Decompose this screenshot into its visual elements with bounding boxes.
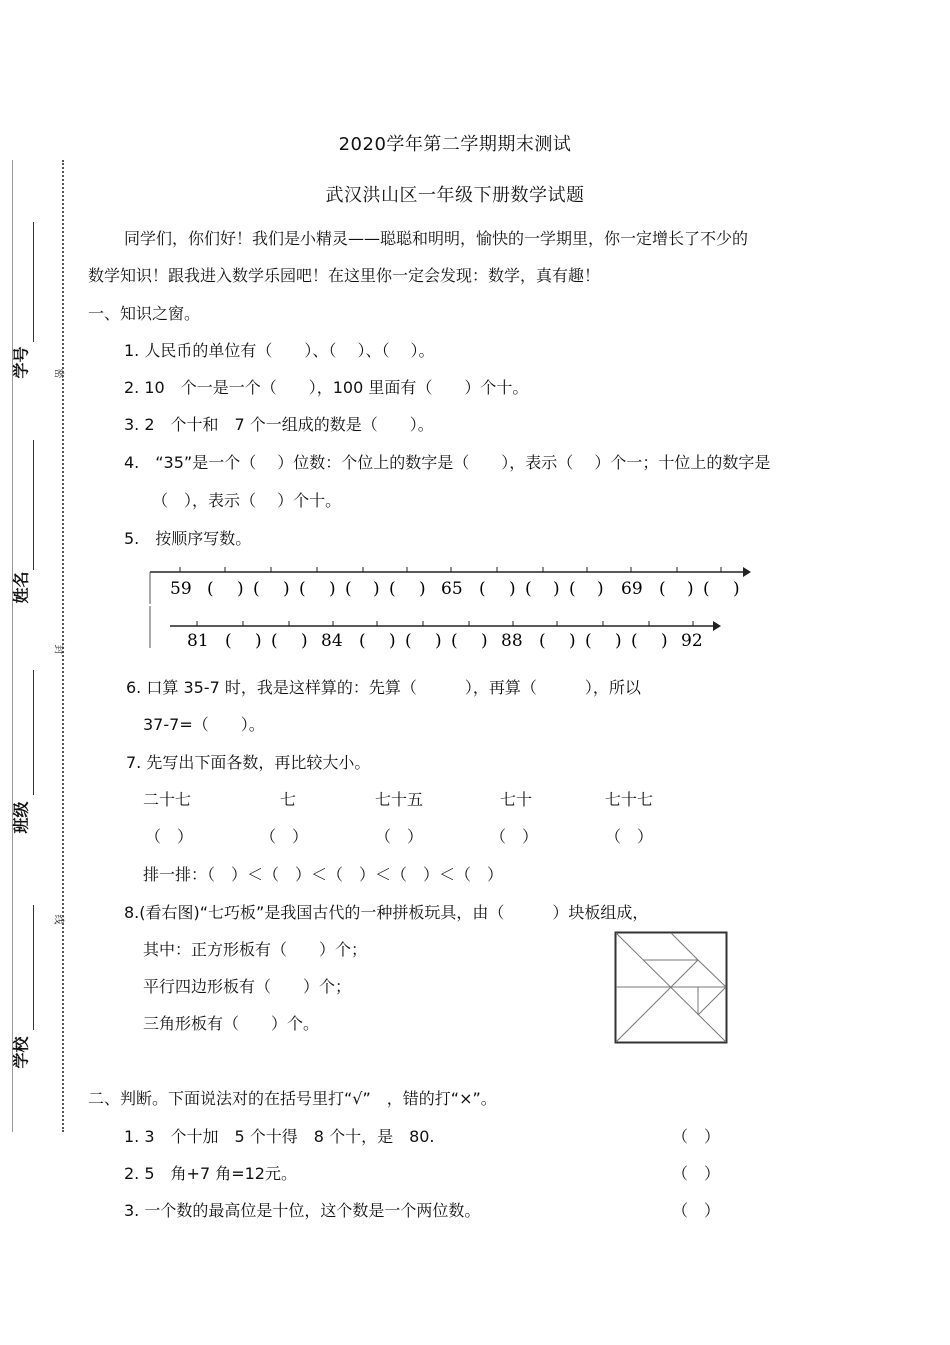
question-8-line-3: 平行四边形板有（ ）个；: [143, 977, 352, 996]
student-id-underline: [33, 222, 34, 342]
student-id-label: 学号: [11, 346, 31, 379]
q7-word: 七十五: [375, 790, 424, 809]
nl1-label: ): [329, 579, 336, 599]
nl2-label: ): [481, 631, 488, 651]
q7-word: 七: [280, 790, 297, 809]
page-subtitle: 武汉洪山区一年级下册数学试题: [325, 185, 585, 206]
nl2-label: (: [271, 631, 278, 651]
nl2-label: (: [359, 631, 366, 651]
nl2-label: ): [435, 631, 442, 651]
nl2-label: ): [389, 631, 396, 651]
q7-answer-blank: （ ）: [145, 827, 194, 846]
number-line-2-labels: [187, 631, 703, 651]
number-line-1-labels: [170, 579, 740, 599]
tangram-figure: [614, 931, 730, 1045]
nl1-label: ): [687, 579, 694, 599]
number-line-2-arrow: [713, 621, 721, 631]
student-name-underline: [33, 440, 34, 570]
nl2-label: ): [615, 631, 622, 651]
nl2-label: ): [301, 631, 308, 651]
nl2-label: (: [631, 631, 638, 651]
q7-word: 二十七: [143, 790, 192, 809]
nl1-label: (: [479, 579, 486, 599]
nl2-label: 88: [501, 631, 523, 651]
intro-line-1: 同学们，你们好！我们是小精灵——聪聪和明明，愉快的一学期里，你一定增长了不少的: [124, 229, 749, 248]
section2-heading: 二、判断。下面说法对的在括号里打“√” ，错的打“×”。: [88, 1089, 497, 1108]
nl2-label: (: [405, 631, 412, 651]
nl1-label: (: [525, 579, 532, 599]
nl1-label: (: [207, 579, 214, 599]
nl2-label: 81: [187, 631, 209, 651]
nl1-label: ): [283, 579, 290, 599]
nl2-label: (: [539, 631, 546, 651]
tangram-edge: [616, 960, 698, 1042]
nl1-label: (: [569, 579, 576, 599]
nl1-label: (: [703, 579, 710, 599]
judgment-item-2: 2. 5 角+7 角=12元。: [124, 1164, 297, 1183]
number-line-1-ticks: [180, 567, 721, 572]
section1-heading: 一、知识之窗。: [88, 304, 201, 323]
judgment-item-3: 3. 一个数的最高位是十位，这个数是一个两位数。: [124, 1201, 481, 1220]
question-8-line-4: 三角形板有（ ）个。: [143, 1014, 320, 1033]
q7-answer-blank: （ ）: [490, 827, 539, 846]
nl1-label: ): [509, 579, 516, 599]
nl2-label: (: [585, 631, 592, 651]
tangram-edge: [698, 987, 726, 1015]
nl1-label: ): [553, 579, 560, 599]
nl1-label: 69: [621, 579, 643, 599]
number-line-1-arrow: [743, 567, 751, 577]
q7-ordering: 排一排：（ ）＜（ ）＜（ ）＜（ ）＜（ ）: [143, 865, 504, 884]
tangram-edge: [671, 933, 698, 960]
question-6-line-2: 37-7=（ ）。: [143, 715, 265, 734]
nl2-label: ): [569, 631, 576, 651]
nl1-label: (: [299, 579, 306, 599]
school-underline: [33, 905, 34, 1030]
judgment-item-1: 1. 3 个十加 5 个十得 8 个十，是 80.: [124, 1127, 435, 1146]
nl2-label: 84: [321, 631, 343, 651]
nl2-label: (: [451, 631, 458, 651]
seal-mark-xian: 线: [52, 914, 64, 925]
question-1: 1. 人民币的单位有（ ）、（ ）、（ ）。: [124, 341, 435, 360]
question-8-line-1: 8.(看右图)“七巧板”是我国古代的一种拼板玩具，由（ ）块板组成，: [124, 903, 649, 922]
nl1-label: ): [373, 579, 380, 599]
question-7: 7. 先写出下面各数，再比较大小。: [126, 753, 371, 772]
nl1-label: (: [253, 579, 260, 599]
nl1-label: (: [659, 579, 666, 599]
number-line-figure: [145, 562, 755, 652]
nl2-label: ): [661, 631, 668, 651]
nl2-label: ): [255, 631, 262, 651]
nl1-label: ): [419, 579, 426, 599]
q7-answer-blank: （ ）: [605, 827, 654, 846]
school-label: 学校: [11, 1036, 31, 1069]
q7-answer-blank: （ ）: [375, 827, 424, 846]
nl2-label: 92: [681, 631, 703, 651]
binding-strip-border: [12, 160, 13, 1132]
seal-mark-feng: 封: [52, 644, 64, 655]
intro-line-2: 数学知识！跟我进入数学乐园吧！在这里你一定会发现：数学，真有趣！: [88, 266, 601, 285]
nl1-label: (: [345, 579, 352, 599]
question-4-line-1: 4. “35”是一个（ ）位数：个位上的数字是（ ），表示（ ）个一；十位上的数字是: [124, 453, 771, 472]
nl1-label: (: [389, 579, 396, 599]
question-5: 5. 按顺序写数。: [124, 529, 252, 548]
judgment-blank-2: （ ）: [672, 1164, 721, 1183]
nl1-label: ): [733, 579, 740, 599]
class-underline: [33, 670, 34, 795]
nl1-label: ): [597, 579, 604, 599]
seal-mark-mi: 密: [52, 368, 64, 379]
question-4-line-2: （ ），表示（ ）个十。: [152, 491, 342, 510]
q7-answer-blank: （ ）: [260, 827, 309, 846]
tangram-edge: [698, 960, 726, 987]
judgment-blank-3: （ ）: [672, 1201, 721, 1220]
nl1-label: 65: [441, 579, 463, 599]
q7-word: 七十: [500, 790, 533, 809]
nl1-label: 59: [170, 579, 192, 599]
question-2: 2. 10 个一是一个（ ），100 里面有（ ）个十。: [124, 378, 529, 397]
nl2-label: (: [225, 631, 232, 651]
number-line-2-ticks: [197, 621, 693, 626]
page-title: 2020学年第二学期期末测试: [338, 134, 572, 155]
q7-word: 七十七: [605, 790, 654, 809]
class-label: 班级: [11, 801, 31, 834]
nl1-label: ): [237, 579, 244, 599]
question-3: 3. 2 个十和 7 个一组成的数是（ ）。: [124, 415, 434, 434]
question-6-line-1: 6. 口算 35-7 时，我是这样算的：先算（ ），再算（ ），所以: [126, 678, 641, 697]
student-name-label: 姓名: [11, 571, 31, 604]
question-8-line-2: 其中：正方形板有（ ）个；: [143, 940, 368, 959]
judgment-blank-1: （ ）: [672, 1127, 721, 1146]
